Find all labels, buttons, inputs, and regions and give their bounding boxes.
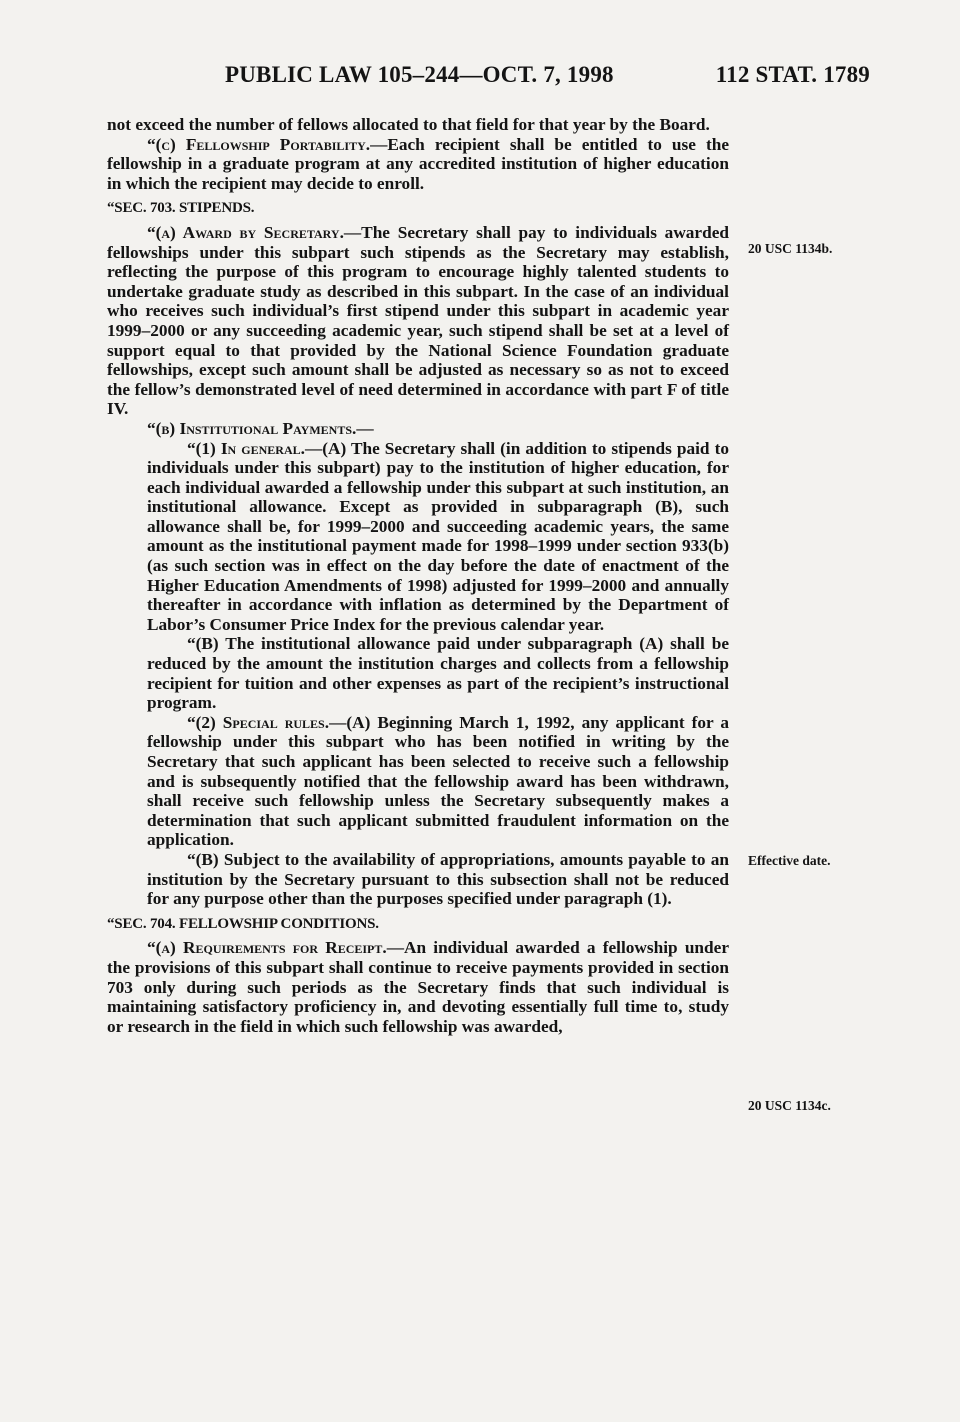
paragraph — [107, 223, 729, 419]
paragraph — [107, 419, 729, 439]
paragraph-heading: “(1) In general. — [187, 438, 305, 458]
margin-note-usc-citation: 20 USC 1134b. — [748, 241, 833, 256]
body-text — [107, 115, 729, 1036]
paragraph-text: —The Secretary shall pay to individuals awarded fellowships under this subpart such stipends as the Secretary may establish, reflecting the purpose of this program to encourage highly talented students to undertake graduate study as described in this subpart. In the case of an individual who receives such individual’s first stipend under this subpart in academic year 1999–2000 or any succeeding academic year, such stipend shall be set at a level of support equal to that provided by the National Science Foundation graduate fellowships, except such amount shall be adjusted as necessary so as not to exceed the fellow’s demonstrated level of need determined in accordance with part F of title IV. — [107, 222, 729, 419]
paragraph-text: —(A) The Secretary shall (in addition to stipends paid to individuals under this subpart) pay to the institution of higher education, for each individual awarded a fellowship under this subpart at such institution, an institutional allowance. Except as provided in subparagraph (B), such allowance shall be, for 1999–2000 and succeeding academic years, the same amount as the institutional payment made for 1998–1999 under section 933(b) (as such section was in effect on the day before the date of enactment of the Higher Education Amendments of 1998) adjusted for 1999–2000 and annually thereafter in accordance with inflation as determined by the Department of Labor’s Consumer Price Index for the previous calendar year. — [147, 438, 729, 634]
paragraph: “(B) Subject to the availability of appropriations, amounts payable to an institution by the Secretary pursuant to this subsection shall not be reduced for any purpose other than the purposes specified under paragraph (1). — [147, 849, 729, 909]
subsection-heading: “(a) Requirements for Receipt. — [147, 938, 387, 958]
paragraph: “(B) The institutional allowance paid under subparagraph (A) shall be reduced by the amount the institution charges and collects from a fellowship recipient for tuition and other expenses as part of the recipient’s instructional program. — [147, 634, 729, 713]
paragraph-heading: “(2) Special rules. — [187, 712, 330, 732]
margin-note-effective-date: Effective date. — [748, 853, 831, 868]
paragraph-text: —An individual awarded a fellowship under the provisions of this subpart shall continue to receive payments provided in section 703 only during such periods as the Secretary finds that such individual is maintaining satisfactory proficiency in, and devoting essentially full time to, study or research in the field in which such fellowship was awarded, — [107, 938, 729, 1036]
subsection-heading: “(b) Institutional Payments. — [147, 418, 357, 438]
header-title: PUBLIC LAW 105–244—OCT. 7, 1998 — [225, 62, 614, 87]
paragraph — [107, 439, 729, 635]
section-heading: “SEC. 703. STIPENDS. — [107, 200, 255, 217]
section-heading: “SEC. 704. FELLOWSHIP CONDITIONS. — [107, 915, 379, 932]
paragraph-text: —Each recipient shall be entitled to use the fellowship in a graduate program at any accredited institution of higher education in which the recipient may decide to enroll. — [107, 134, 729, 193]
paragraph-text: — — [356, 418, 374, 438]
subsection-heading: “(c) Fellowship Portability. — [147, 134, 371, 154]
paragraph — [107, 713, 729, 850]
subsection-heading: “(a) Award by Secretary. — [147, 222, 344, 242]
paragraph: not exceed the number of fellows allocated to that field for that year by the Board. — [107, 115, 710, 134]
page-header — [225, 62, 870, 94]
paragraph-text: —(A) Beginning March 1, 1992, any applicant for a fellowship under this subpart who has been notified in writing by the Secretary that such applicant has been selected to receive such a fellowship and is subsequently notified that the fellowship award has been withdrawn, shall receive such fellowship unless the Secretary subsequently makes a determination that such applicant submitted fraudulent information on the application. — [147, 712, 730, 850]
paragraph — [107, 135, 729, 194]
margin-note-usc-citation: 20 USC 1134c. — [748, 1098, 831, 1113]
header-stat-citation: 112 STAT. 1789 — [715, 62, 870, 87]
paragraph — [107, 938, 729, 1036]
